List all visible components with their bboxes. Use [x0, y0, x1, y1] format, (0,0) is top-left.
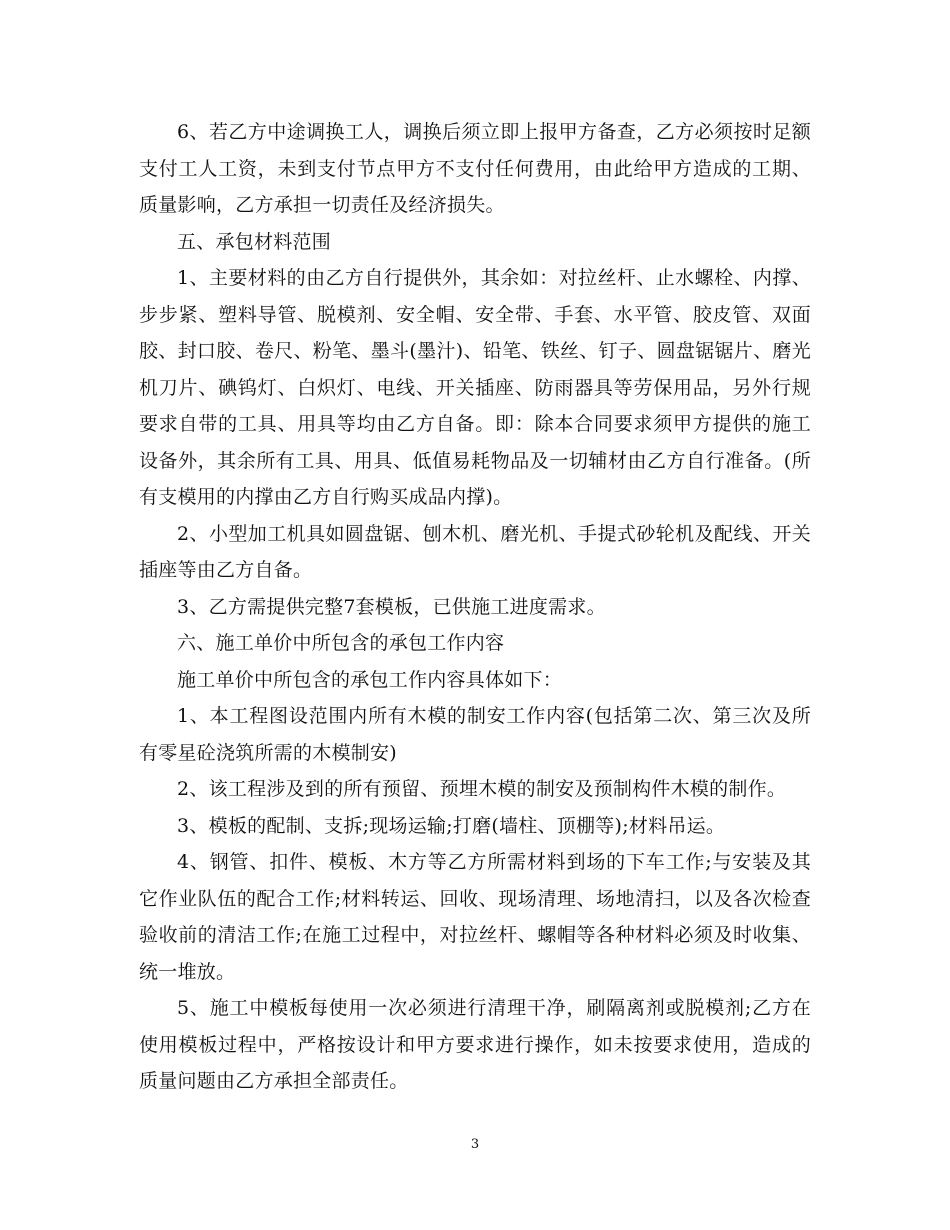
paragraph-formwork-assembly: 3、模板的配制、支拆;现场运输;打磨(墙柱、顶棚等);材料吊运。 — [177, 814, 726, 837]
paragraph-worker-replacement: 6、若乙方中途调换工人，调换后须立即上报甲方备查，乙方必须按时足额支付工人工资，未到支付节点甲方不支付任何费用，由此给甲方造成的工期、质量影响，乙方承担一切责任及经济损失。 — [139, 121, 811, 216]
paragraph-work-content-intro: 施工单价中所包含的承包工作内容具体如下： — [177, 668, 563, 691]
paragraph-main-materials: 1、主要材料的由乙方自行提供外，其余如：对拉丝杆、止水螺栓、内撑、步步紧、塑料导管、脱模剂、安全帽、安全带、手套、水平管、胶皮管、双面胶、封口胶、卷尺、粉笔、墨斗(墨汁)、铅笔、铁丝、钉子、圆盘锯锯片、磨光机刀片、碘钨灯、白炽灯、电线、开关插座、防雨器具等劳保用品，另外行规要求自带的工具、用具等均由乙方自备。即：除本合同要求须甲方提供的施工设备外，其余所有工具、用具、低值易耗物品及一切辅材由乙方自行准备。(所有支模用的内撑由乙方自行购买成品内撑)。 — [139, 267, 811, 508]
paragraph-formwork-installation: 1、本工程图设范围内所有木模的制安工作内容(包括第二次、第三次及所有零星砼浇筑所需的木模制安) — [139, 705, 811, 764]
paragraph-small-machinery: 2、小型加工机具如圆盘锯、刨木机、磨光机、手提式砂轮机及配线、开关插座等由乙方自备。 — [139, 522, 811, 581]
section-heading-work-content: 六、施工单价中所包含的承包工作内容 — [177, 632, 505, 654]
paragraph-material-handling: 4、钢管、扣件、模板、木方等乙方所需材料到场的下车工作;与安装及其它作业队伍的配合工作;材料转运、回收、现场清理、场地清扫，以及各次检查验收前的清洁工作;在施工过程中，对拉丝杆、螺帽等各种材料必须及时收集、统一堆放。 — [139, 851, 811, 983]
document-body — [139, 114, 811, 1100]
paragraph-formwork-cleaning: 5、施工中模板每使用一次必须进行清理干净，刷隔离剂或脱模剂;乙方在使用模板过程中，严格按设计和甲方要求进行操作，如未按要求使用，造成的质量问题由乙方承担全部责任。 — [139, 997, 811, 1092]
paragraph-embedded-formwork: 2、该工程涉及到的所有预留、预埋木模的制安及预制构件木模的制作。 — [177, 778, 787, 800]
section-heading-materials-scope: 五、承包材料范围 — [177, 230, 332, 253]
paragraph-formwork-sets: 3、乙方需提供完整7套模板，已供施工进度需求。 — [177, 595, 606, 618]
page-number: 3 — [470, 1137, 480, 1152]
